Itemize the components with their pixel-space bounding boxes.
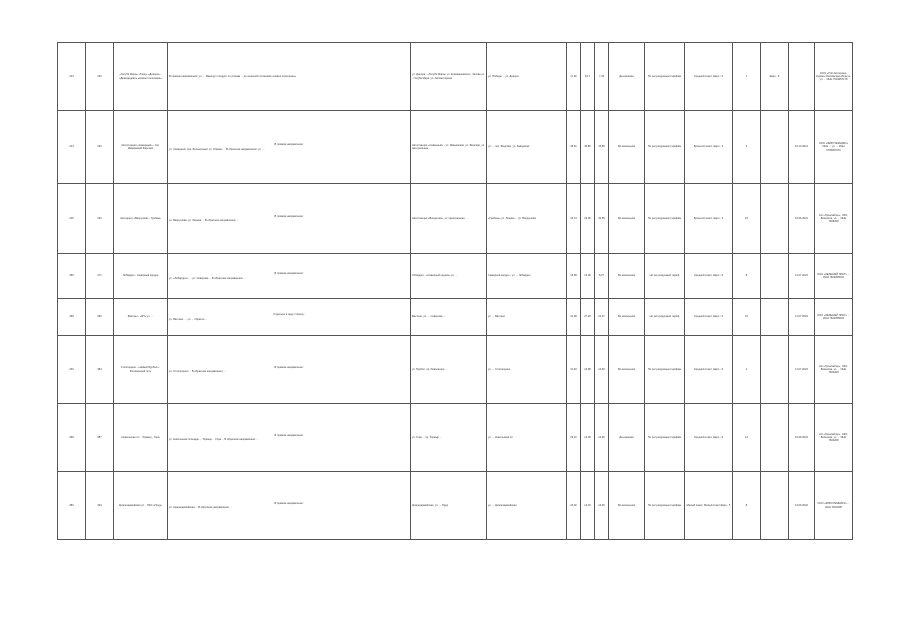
route-direction-header: Отдельно в одну сторону: bbox=[273, 313, 305, 317]
table-row bbox=[58, 184, 853, 254]
stops-backward-cell: ул. ... Красноармейская bbox=[487, 472, 567, 540]
start-date-cell: 16.09.2022 bbox=[789, 404, 815, 472]
table-row bbox=[58, 404, 853, 472]
stop-type-cell: Во начальном bbox=[609, 299, 645, 336]
route-description: ул. Никольская площадь ... Тормыр ... Гора ... В обратном направлении: ... bbox=[169, 438, 259, 441]
route-number-cell: 215 bbox=[58, 184, 86, 254]
carrier-cell: ООО «ЗЕЛЕНЫЙ ЛИСТ» ... ИНН 7604055543 bbox=[815, 299, 853, 336]
table-row bbox=[58, 299, 853, 336]
length-backward-cell: 8,27 bbox=[595, 254, 609, 299]
length-backward-cell: 7,42 bbox=[595, 43, 609, 111]
carrier-cell: ООО «ЗЕЛЕНЫЙ ЛИСТ» ... ИНН 7604055543 bbox=[815, 254, 853, 299]
stops-backward-cell: ул. ... Вахтино bbox=[487, 299, 567, 336]
table-row bbox=[58, 254, 853, 299]
vehicle-count-cell: 1 bbox=[733, 43, 761, 111]
eco-class-cell bbox=[761, 336, 789, 404]
stop-type-cell: Да+нарезка bbox=[609, 43, 645, 111]
stops-backward-cell: «Гребень» ул. Ленина ... ул. Вахрушева bbox=[487, 184, 567, 254]
stop-type-cell: Во начальном bbox=[609, 472, 645, 540]
vehicle-class-cell: Средний класс, Евро - 5 bbox=[685, 299, 733, 336]
vehicle-class-cell: Средний класс, Евро - 5 bbox=[685, 336, 733, 404]
route-direction-header: В прямом направлении: bbox=[274, 143, 304, 147]
vehicle-class-cell: Средний класс, Евро - 5 bbox=[685, 254, 733, 299]
tariff-order-cell: По регулируемым тарифам bbox=[645, 472, 685, 540]
tariff-order-cell: По регулируемым тарифам bbox=[645, 43, 685, 111]
length-forward-cell: 29,06 bbox=[581, 184, 595, 254]
route-path-cell bbox=[168, 254, 411, 299]
tariff-order-cell: По регулируемым тарифам bbox=[645, 111, 685, 184]
length-backward-cell: 24,47 bbox=[595, 299, 609, 336]
route-length-cell: 17,92 bbox=[567, 43, 581, 111]
stops-forward-cell: ул. Донора - «Голубя Мира» ул. Кржижановского, Чехова ул. - Голубя Мира, ул. Автомоторная bbox=[411, 43, 487, 111]
route-path-cell bbox=[168, 184, 411, 254]
route-path-cell bbox=[168, 336, 411, 404]
route-number-cell: 240 bbox=[58, 336, 86, 404]
stops-backward-cell: ул. ... Никольская пл. bbox=[487, 404, 567, 472]
route-description: ул. Северный, пер. Больничный, ул. Южная, ... В обратном направлении: ул. ... bbox=[169, 147, 265, 151]
route-name-cell: Вахтино - «ЯТ» ул. ... bbox=[114, 299, 168, 336]
eco-class-cell bbox=[761, 404, 789, 472]
carrier-cell: ООО «ГСК-Автотранс-Кураж» Московская область, ул. ... ИНН 7604057178 bbox=[815, 43, 853, 111]
eco-class-cell bbox=[761, 299, 789, 336]
stop-type-cell: Во начальном bbox=[609, 111, 645, 184]
length-forward-cell: 8,17 bbox=[581, 43, 595, 111]
route-description: ул. Вахрушева, ул. Ленина ... В обратном направлении: ... bbox=[169, 219, 239, 222]
route-direction-header: В прямом направлении: bbox=[274, 272, 304, 276]
route-length-cell: 15,68 bbox=[567, 254, 581, 299]
length-backward-cell: 30,55 bbox=[595, 184, 609, 254]
route-name-cell: Лобардил - Северный кордон bbox=[114, 254, 168, 299]
route-path-cell bbox=[168, 404, 411, 472]
routes-table bbox=[57, 42, 853, 540]
stops-forward-cell: Автостанция «Вахрушев», ул. Центральная ... bbox=[411, 184, 487, 254]
vehicle-class-cell: Большой класс, Евро - 4 bbox=[685, 111, 733, 184]
route-length-cell: 29,21 bbox=[567, 404, 581, 472]
tariff-order-cell: Не регулируемый тариф bbox=[645, 254, 685, 299]
length-forward-cell: 27,26 bbox=[581, 299, 595, 336]
route-path-cell bbox=[168, 43, 411, 111]
registry-number-cell: 283 bbox=[86, 299, 114, 336]
route-name-cell: Автостанция «Северный» - пос. Ивановский Фирсово bbox=[114, 111, 168, 184]
table-row bbox=[58, 43, 853, 111]
registry-number-cell: 230 bbox=[86, 184, 114, 254]
route-number-cell: 259 bbox=[58, 299, 86, 336]
tariff-order-cell: По регулируемым тарифам bbox=[645, 336, 685, 404]
stops-forward-cell: ул. Бурбол, пр. Революции ... bbox=[411, 336, 487, 404]
route-direction-header: В прямом направлении: bbox=[274, 365, 304, 369]
carrier-cell: ООО «ФИРСТЕМНИКУ» ... ИНН 7604008 bbox=[815, 472, 853, 540]
stops-forward-cell: Красноармейская, ул. ... Пруд bbox=[411, 472, 487, 540]
route-description: ул. Красноармейская ... В обратном направлении: ... bbox=[169, 506, 233, 509]
registry-number-cell: 294 bbox=[86, 472, 114, 540]
route-number-cell: 214 bbox=[58, 111, 86, 184]
eco-class-cell bbox=[761, 254, 789, 299]
route-path-cell bbox=[168, 472, 411, 540]
start-date-cell: 16.06.2021 bbox=[789, 184, 815, 254]
start-date-cell: 11.07.2022 bbox=[789, 336, 815, 404]
stop-type-cell: Да+нарезка bbox=[609, 404, 645, 472]
vehicle-count-cell: 2 bbox=[733, 111, 761, 184]
route-length-cell: 44,74 bbox=[567, 184, 581, 254]
stops-forward-cell: Вахтино, ул. ... Северная, ... bbox=[411, 299, 487, 336]
stops-backward-cell: ул. Победы ... ул. Донора bbox=[487, 43, 567, 111]
length-backward-cell: 14,30 bbox=[595, 404, 609, 472]
route-direction-header: В прямом направлении: bbox=[274, 433, 304, 437]
route-number-cell: 280 bbox=[58, 472, 86, 540]
route-number-cell: 213 bbox=[58, 43, 86, 111]
stop-type-cell: Во начальном bbox=[609, 184, 645, 254]
route-length-cell: 31,28 bbox=[567, 299, 581, 336]
tariff-order-cell: Не регулируемый тариф bbox=[645, 299, 685, 336]
length-backward-cell: 44,55 bbox=[595, 111, 609, 184]
stop-type-cell: Во начальном bbox=[609, 336, 645, 404]
registry-number-cell: 271 bbox=[86, 254, 114, 299]
registry-number-cell: 229 bbox=[86, 43, 114, 111]
route-length-cell: 46,61 bbox=[567, 111, 581, 184]
length-forward-cell: 46,80 bbox=[581, 111, 595, 184]
stops-forward-cell: Автостанция «Северный» - ул. Ивановская, ул. Фирсово, ул. Центральная ... bbox=[411, 111, 487, 184]
start-date-cell: 14.09.2022 bbox=[789, 472, 815, 540]
vehicle-count-cell: 8 bbox=[733, 472, 761, 540]
route-number-cell: 256 bbox=[58, 254, 86, 299]
route-name-cell: Столпощино - «Новый Бурбол» - Филиальный путь bbox=[114, 336, 168, 404]
route-direction-header: В прямом направлении: bbox=[274, 501, 304, 505]
registry-number-cell: 287 bbox=[86, 404, 114, 472]
start-date-cell: 11.07.2022 bbox=[789, 299, 815, 336]
stop-type-cell: Во начальном bbox=[609, 254, 645, 299]
length-forward-cell: 13,06 bbox=[581, 404, 595, 472]
carrier-cell: АО «Гринлайтер», СЗО, Воинская, ул. ... ИНН 7604208 bbox=[815, 404, 853, 472]
eco-class-cell bbox=[761, 472, 789, 540]
route-length-cell: 31,49 bbox=[567, 336, 581, 404]
route-description: ул. Вахтино, ... ул. ... обратно ... bbox=[169, 317, 208, 321]
length-forward-cell: 13,98 bbox=[581, 336, 595, 404]
carrier-cell: ООО «ФИРСТЕМНИКУ» ИНН ... ул. ... ИНН 6706007676 bbox=[815, 111, 853, 184]
route-direction-header: В прямом направлении: bbox=[274, 214, 304, 218]
vehicle-class-cell: Большой класс, Евро - 4 bbox=[685, 184, 733, 254]
tariff-order-cell: По регулируемым тарифам bbox=[645, 184, 685, 254]
registry-number-cell: 284 bbox=[86, 336, 114, 404]
vehicle-count-cell: 14 bbox=[733, 404, 761, 472]
stops-backward-cell: ул. ... пос. Фирсово, ул. Заводская bbox=[487, 111, 567, 184]
start-date-cell bbox=[789, 43, 815, 111]
length-forward-cell: 13,06 bbox=[581, 254, 595, 299]
vehicle-count-cell: 10 bbox=[733, 299, 761, 336]
vehicle-class-cell: Средний класс, Евро - 5 bbox=[685, 43, 733, 111]
start-date-cell: 11.07.2022 bbox=[789, 254, 815, 299]
start-date-cell: 16.10.2021 bbox=[789, 111, 815, 184]
route-length-cell: 24,02 bbox=[567, 472, 581, 540]
stops-backward-cell: Северный кордон - ул. ... Лобардил bbox=[487, 254, 567, 299]
table-row bbox=[58, 111, 853, 184]
table-row bbox=[58, 472, 853, 540]
vehicle-count-cell: 8 bbox=[733, 254, 761, 299]
route-name-cell: Красноармейская ул. - ПКО «Пруд» bbox=[114, 472, 168, 540]
stops-backward-cell: ул. ... Столпощино bbox=[487, 336, 567, 404]
carrier-cell: АО «Гринлайтер», СЗО, Воинская, ул. ... ИНН 7604208 bbox=[815, 184, 853, 254]
route-description: ул. «Лобардил», ... ул. Северная ... В обратном направлении: ... bbox=[169, 276, 247, 280]
route-name-cell: Автоцентр «Вахрушев» - Гребень bbox=[114, 184, 168, 254]
vehicle-count-cell: 1 bbox=[733, 336, 761, 404]
table-row bbox=[58, 336, 853, 404]
tariff-order-cell: По регулируемым тарифам bbox=[645, 404, 685, 472]
stops-forward-cell: ул. Гора ... пр. Тормыр ... bbox=[411, 404, 487, 472]
eco-class-cell bbox=[761, 111, 789, 184]
vehicle-class-cell: Малый класс, Малый класс Евро - 5 bbox=[685, 472, 733, 540]
length-backward-cell: 14,60 bbox=[595, 336, 609, 404]
stops-forward-cell: Лобардил - «Северный кордон» ул. ... bbox=[411, 254, 487, 299]
route-path-cell bbox=[168, 111, 411, 184]
length-forward-cell: 12,16 bbox=[581, 472, 595, 540]
route-name-cell: Никольская пл. - Тормыр - Гора bbox=[114, 404, 168, 472]
registry-number-cell: 230 bbox=[86, 111, 114, 184]
vehicle-class-cell: Средний класс, Евро - 5 bbox=[685, 404, 733, 472]
vehicle-count-cell: 15 bbox=[733, 184, 761, 254]
eco-class-cell: Евро - 5 bbox=[761, 43, 789, 111]
route-description: В прямом направлении: ул. ... Маршрут следует по улицам ... до конечной остановки «Новое поселение» bbox=[169, 75, 297, 79]
route-name-cell: «Голубя Мира» «Танц» «Донора» - «Домодедово» «Новое поселение» bbox=[114, 43, 168, 111]
route-description: ул. Столпощино ... В обратном направлении: ... bbox=[169, 370, 227, 373]
eco-class-cell bbox=[761, 184, 789, 254]
length-backward-cell: 12,26 bbox=[595, 472, 609, 540]
carrier-cell: АО «Гринлайтер», СЗО, Воинская, ул. ... ИНН 7604208 bbox=[815, 336, 853, 404]
route-number-cell: 268 bbox=[58, 404, 86, 472]
route-path-cell bbox=[168, 299, 411, 336]
